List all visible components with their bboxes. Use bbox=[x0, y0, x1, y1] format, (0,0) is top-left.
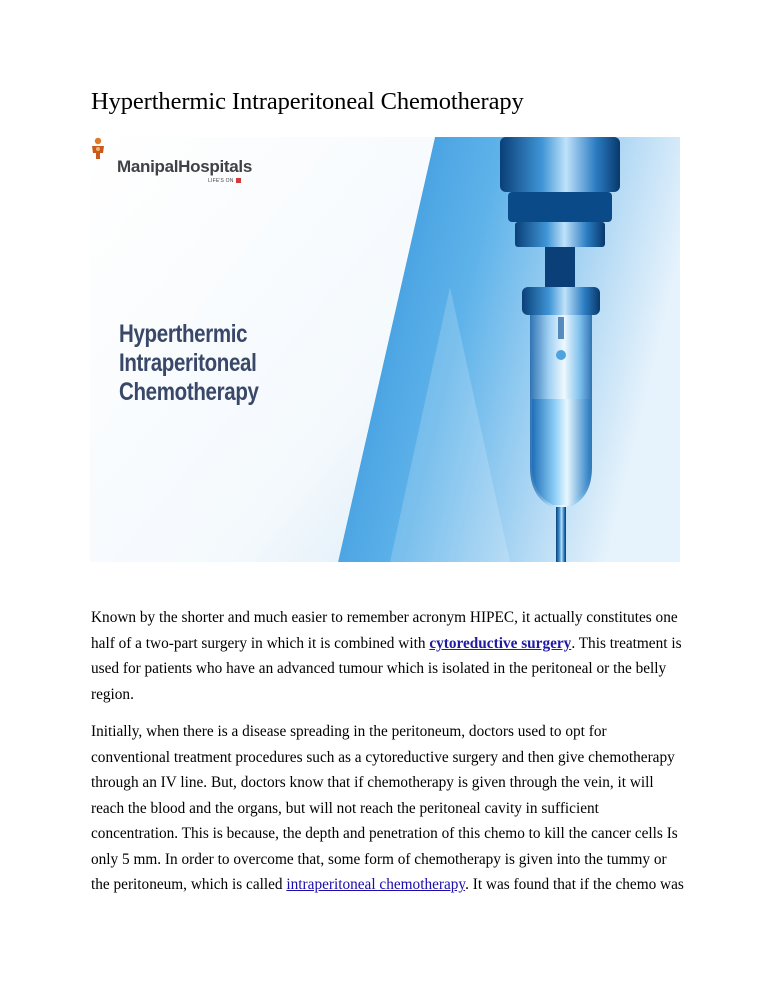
text-line: through an IV line. But, doctors know that if chemotherapy is given through the vein, it will bbox=[91, 774, 654, 791]
document-title: Hyperthermic Intraperitoneal Chemotherapy bbox=[91, 88, 524, 115]
person-icon bbox=[90, 137, 106, 159]
paragraph bbox=[91, 605, 691, 707]
hero-tagline: LIFE'S ON bbox=[208, 178, 241, 184]
cytoreductive-surgery-link[interactable]: cytoreductive surgery bbox=[429, 634, 572, 652]
hero-heading bbox=[119, 320, 259, 407]
hero-heading-line: Chemotherapy bbox=[119, 378, 259, 406]
text-line: used for patients who have an advanced tumour which is isolated in the peritoneal or the belly bbox=[91, 660, 667, 677]
hero-heading-line: Intraperitoneal bbox=[119, 349, 257, 377]
red-cross-icon bbox=[236, 178, 241, 183]
hero-heading-line: Hyperthermic bbox=[119, 320, 248, 348]
text-line: half of a two-part surgery in which it is combined with cytoreductive surgery. This treatment is bbox=[91, 634, 682, 652]
text-line: reach the blood and the organs, but will not reach the peritoneal cavity in sufficient bbox=[91, 799, 599, 817]
text-line: Initially, when there is a disease spreading in the peritoneum, doctors used to opt for bbox=[91, 723, 607, 740]
hero-image bbox=[90, 137, 680, 562]
text-line: concentration. This is because, the depth and penetration of this chemo to kill the cancer cells Is bbox=[91, 825, 678, 842]
article-body bbox=[91, 605, 691, 910]
text-line: Known by the shorter and much easier to remember acronym HIPEC, it actually constitutes one bbox=[91, 609, 678, 626]
hero-brand-logo: ManipalHospitals bbox=[117, 157, 253, 176]
text-line: conventional treatment procedures such as a cytoreductive surgery and then give chemotherapy bbox=[91, 748, 675, 766]
text-line: only 5 mm. In order to overcome that, some form of chemotherapy is given into the tummy or bbox=[91, 850, 667, 868]
text-line: region. bbox=[91, 685, 134, 703]
intraperitoneal-chemotherapy-link[interactable]: intraperitoneal chemotherapy bbox=[286, 876, 466, 893]
paragraph bbox=[91, 719, 691, 898]
text-line: the peritoneum, which is called intraperitoneal chemotherapy. It was found that if the chemo was bbox=[91, 876, 684, 893]
